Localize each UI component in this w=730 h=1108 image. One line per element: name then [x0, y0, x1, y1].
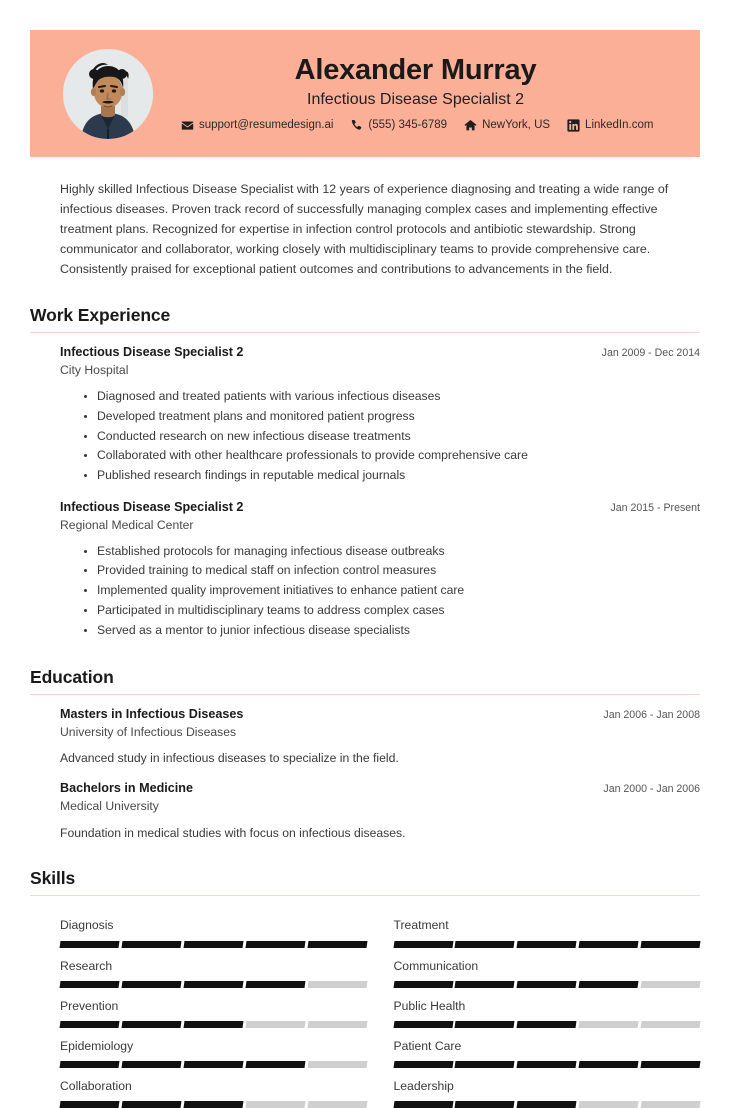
skill-name: Collaboration: [60, 1078, 132, 1093]
header-text-block: [181, 55, 700, 131]
skill-level-segment: [121, 1021, 181, 1028]
skill-level-segment: [60, 1061, 120, 1068]
work-entry-organization: Regional Medical Center: [60, 517, 194, 532]
work-entry-role: Infectious Disease Specialist 2: [60, 499, 244, 514]
skill-level-segment: [455, 1021, 515, 1028]
skill-name: Epidemiology: [60, 1038, 134, 1053]
skill-name: Research: [60, 958, 113, 973]
avatar: [63, 49, 153, 139]
list-item: Implemented quality improvement initiatives to enhance patient care: [84, 581, 700, 601]
list-item: Provided training to medical staff on infection control measures: [84, 561, 700, 581]
list-item: Established protocols for managing infectious disease outbreaks: [84, 542, 700, 562]
skill-level-bar: [394, 1101, 701, 1108]
skill-item: [60, 1028, 367, 1068]
skill-name: Communication: [393, 958, 479, 973]
skill-level-segment: [517, 941, 577, 948]
skill-item: [60, 907, 367, 947]
skill-level-segment: [517, 1021, 577, 1028]
skill-level-segment: [579, 1101, 639, 1108]
skill-item: [394, 1028, 701, 1068]
work-entry: [30, 499, 700, 641]
section-title-work-experience: Work Experience: [30, 305, 171, 326]
skill-level-segment: [245, 941, 305, 948]
education-entry-description: Foundation in medical studies with focus on infectious diseases.: [60, 826, 406, 841]
work-entry-head: [60, 344, 700, 361]
envelope-icon: [181, 119, 194, 132]
list-item: Developed treatment plans and monitored patient progress: [84, 407, 700, 427]
skill-level-segment: [60, 1021, 120, 1028]
skill-level-segment: [641, 1021, 701, 1028]
education-entry-description: Advanced study in infectious diseases to specialize in the field.: [60, 751, 399, 766]
skill-level-segment: [579, 1021, 639, 1028]
work-entry: [30, 344, 700, 486]
contact-email-text: support@resumedesign.ai: [199, 119, 334, 132]
skill-level-bar: [394, 941, 701, 948]
section-education: [30, 667, 700, 843]
skill-level-segment: [393, 1061, 453, 1068]
list-item: Served as a mentor to junior infectious disease specialists: [84, 621, 700, 641]
skill-item: [60, 948, 367, 988]
skill-level-segment: [245, 1021, 305, 1028]
section-divider: [30, 694, 700, 695]
contact-location-text: NewYork, US: [482, 119, 551, 132]
work-entry-bullets: [60, 542, 700, 641]
section-work-experience: [30, 305, 700, 640]
skill-level-segment: [307, 981, 367, 988]
skill-level-segment: [183, 941, 243, 948]
section-divider: [30, 895, 700, 896]
skill-level-segment: [245, 1061, 305, 1068]
contact-linkedin-text: LinkedIn.com: [585, 119, 654, 132]
education-entry-head: [60, 706, 700, 723]
resume-header: [30, 30, 700, 157]
skill-level-segment: [517, 1101, 577, 1108]
skill-level-segment: [455, 1101, 515, 1108]
skill-level-segment: [183, 981, 243, 988]
skill-level-segment: [307, 1021, 367, 1028]
skill-level-segment: [121, 941, 181, 948]
skill-level-segment: [455, 1061, 515, 1068]
skill-name: Prevention: [60, 998, 119, 1013]
skill-level-segment: [183, 1021, 243, 1028]
work-entry-head: [60, 499, 700, 516]
skill-level-segment: [393, 941, 453, 948]
skill-name: Public Health: [393, 998, 466, 1013]
skill-level-segment: [455, 981, 515, 988]
education-entry-institution: University of Infectious Diseases: [60, 724, 237, 739]
contact-linkedin[interactable]: [567, 119, 653, 132]
professional-summary: Highly skilled Infectious Disease Specialist with 12 years of experience diagnosing and treating a wide range of infectious diseases. Proven track record of successfully managing complex cases and implementing effective treatment plans. Recognized for expertise in infection control protocols and antibiotic stewardship. Strong communicator and collaborator, working closely with multidisciplinary teams to provide comprehensive care. Consistently praised for exceptional patient outcomes and contributions to advancements in the field.: [60, 182, 669, 277]
skill-level-segment: [307, 941, 367, 948]
education-entry-degree: Bachelors in Medicine: [60, 781, 193, 796]
work-entry-role: Infectious Disease Specialist 2: [60, 345, 244, 360]
section-title-education: Education: [30, 666, 114, 687]
skill-level-segment: [183, 1061, 243, 1068]
section-divider: [30, 332, 700, 333]
home-icon: [464, 119, 477, 132]
contact-row: [181, 119, 700, 132]
skill-item: [60, 1068, 367, 1108]
skill-level-segment: [641, 1101, 701, 1108]
skill-level-segment: [579, 1061, 639, 1068]
skill-item: [60, 988, 367, 1028]
skill-name: Treatment: [393, 918, 449, 933]
skill-level-segment: [393, 981, 453, 988]
skill-item: [394, 907, 701, 947]
skill-item: [394, 948, 701, 988]
skill-item: [394, 988, 701, 1028]
phone-icon: [350, 119, 363, 132]
skill-level-segment: [579, 981, 639, 988]
skill-level-bar: [60, 941, 367, 948]
person-job-title: Infectious Disease Specialist 2: [307, 91, 524, 109]
skill-level-segment: [517, 1061, 577, 1068]
linkedin-icon: [567, 119, 580, 132]
education-entry-head: [60, 780, 700, 797]
skill-level-segment: [517, 981, 577, 988]
skill-level-segment: [455, 941, 515, 948]
skill-level-segment: [245, 981, 305, 988]
skill-level-bar: [394, 981, 701, 988]
contact-location[interactable]: [464, 119, 550, 132]
list-item: Conducted research on new infectious disease treatments: [84, 427, 700, 447]
skill-level-segment: [393, 1101, 453, 1108]
resume-page: [0, 30, 730, 1093]
list-item: Participated in multidisciplinary teams to address complex cases: [84, 601, 700, 621]
skill-name: Leadership: [393, 1078, 454, 1093]
skill-level-segment: [307, 1061, 367, 1068]
skill-level-bar: [60, 1101, 367, 1108]
education-entry-degree: Masters in Infectious Diseases: [60, 706, 244, 721]
education-entry: [30, 780, 700, 842]
skill-level-bar: [394, 1021, 701, 1028]
skill-level-bar: [60, 1021, 367, 1028]
education-entry-institution: Medical University: [60, 799, 159, 814]
work-entry-bullets: [60, 387, 700, 486]
work-entry-date: Jan 2015 - Present: [610, 501, 700, 514]
list-item: Published research findings in reputable medical journals: [84, 466, 700, 486]
skill-level-segment: [121, 981, 181, 988]
skill-level-segment: [641, 941, 701, 948]
contact-email[interactable]: [181, 119, 333, 132]
skill-level-bar: [394, 1061, 701, 1068]
skill-level-bar: [60, 1061, 367, 1068]
skill-level-segment: [307, 1101, 367, 1108]
skill-level-bar: [60, 981, 367, 988]
skill-level-segment: [121, 1061, 181, 1068]
education-entry-date: Jan 2000 - Jan 2006: [603, 783, 700, 796]
work-entry-organization: City Hospital: [60, 363, 129, 378]
skills-grid: [30, 907, 700, 1107]
education-entry: [30, 706, 700, 768]
section-skills: [30, 868, 700, 1107]
skill-level-segment: [121, 1101, 181, 1108]
skill-level-segment: [579, 941, 639, 948]
contact-phone-text: (555) 345-6789: [368, 119, 448, 132]
person-name: Alexander Murray: [294, 54, 537, 87]
section-title-skills: Skills: [30, 868, 76, 889]
list-item: Diagnosed and treated patients with various infectious diseases: [84, 387, 700, 407]
skill-name: Diagnosis: [60, 918, 114, 933]
skill-name: Patient Care: [393, 1038, 462, 1053]
skill-level-segment: [641, 981, 701, 988]
contact-phone[interactable]: [350, 119, 447, 132]
skill-level-segment: [393, 1021, 453, 1028]
skill-level-segment: [60, 941, 120, 948]
skill-level-segment: [183, 1101, 243, 1108]
work-entry-date: Jan 2009 - Dec 2014: [601, 347, 700, 360]
list-item: Collaborated with other healthcare professionals to provide comprehensive care: [84, 446, 700, 466]
skill-level-segment: [60, 1101, 120, 1108]
education-entry-date: Jan 2006 - Jan 2008: [603, 708, 700, 721]
skill-level-segment: [60, 981, 120, 988]
skill-level-segment: [641, 1061, 701, 1068]
skill-level-segment: [245, 1101, 305, 1108]
skill-item: [394, 1068, 701, 1108]
